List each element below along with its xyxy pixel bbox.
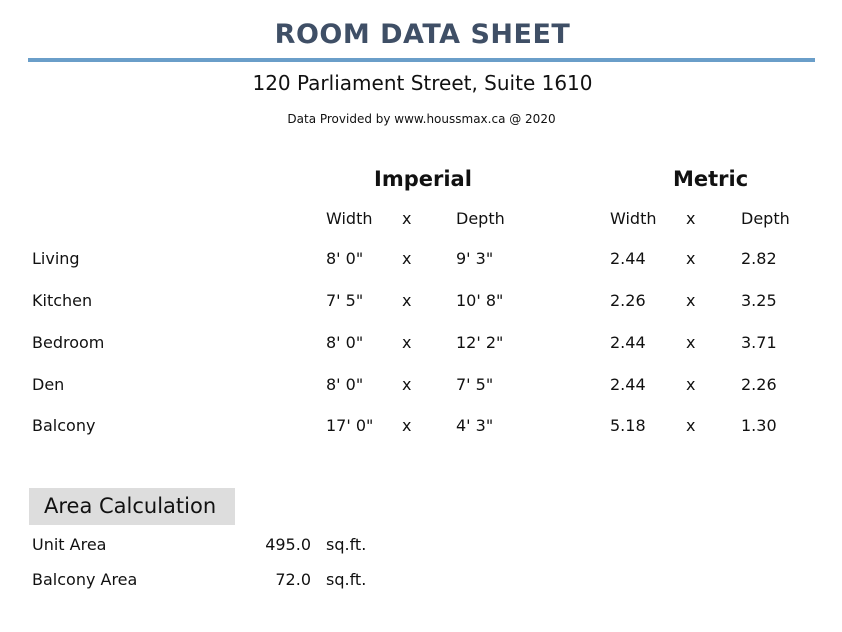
page-title: ROOM DATA SHEET — [274, 19, 571, 50]
unit-area-unit: sq.ft. — [326, 535, 367, 554]
imperial-width-cell: 7' 5" — [326, 291, 364, 310]
unit-area-value: 495.0 — [265, 535, 311, 554]
metric-width-cell: 2.26 — [610, 291, 646, 310]
metric-depth-cell: 2.26 — [741, 375, 777, 394]
imperial-width-header: Width — [326, 209, 373, 228]
metric-x-cell: x — [686, 333, 696, 352]
imperial-width-cell: 8' 0" — [326, 375, 364, 394]
metric-depth-cell: 3.25 — [741, 291, 777, 310]
imperial-x-cell: x — [402, 249, 412, 268]
imperial-heading: Imperial — [374, 167, 472, 191]
imperial-width-cell: 17' 0" — [326, 416, 374, 435]
balcony-area-label: Balcony Area — [32, 570, 138, 589]
imperial-depth-cell: 10' 8" — [456, 291, 504, 310]
title-rule — [28, 58, 815, 62]
metric-width-cell: 2.44 — [610, 333, 646, 352]
imperial-x-cell: x — [402, 416, 412, 435]
room-name-cell: Den — [32, 375, 65, 394]
area-calculation-title: Area Calculation — [44, 494, 217, 518]
address: 120 Parliament Street, Suite 1610 — [252, 71, 593, 95]
metric-x-cell: x — [686, 375, 696, 394]
imperial-x-cell: x — [402, 375, 412, 394]
imperial-width-cell: 8' 0" — [326, 333, 364, 352]
room-name-cell: Balcony — [32, 416, 96, 435]
metric-width-header: Width — [610, 209, 657, 228]
metric-depth-header: Depth — [741, 209, 790, 228]
metric-x-header: x — [686, 209, 696, 228]
room-name-cell: Kitchen — [32, 291, 93, 310]
metric-width-cell: 2.44 — [610, 249, 646, 268]
imperial-x-cell: x — [402, 291, 412, 310]
metric-x-cell: x — [686, 416, 696, 435]
metric-x-cell: x — [686, 291, 696, 310]
metric-width-cell: 5.18 — [610, 416, 646, 435]
room-name-cell: Living — [32, 249, 80, 268]
metric-depth-cell: 1.30 — [741, 416, 777, 435]
metric-heading: Metric — [673, 167, 749, 191]
metric-depth-cell: 2.82 — [741, 249, 777, 268]
imperial-x-cell: x — [402, 333, 412, 352]
imperial-width-cell: 8' 0" — [326, 249, 364, 268]
imperial-depth-header: Depth — [456, 209, 505, 228]
data-provided-by: Data Provided by www.houssmax.ca @ 2020 — [287, 112, 556, 126]
metric-depth-cell: 3.71 — [741, 333, 777, 352]
imperial-depth-cell: 12' 2" — [456, 333, 504, 352]
metric-width-cell: 2.44 — [610, 375, 646, 394]
imperial-depth-cell: 9' 3" — [456, 249, 494, 268]
room-name-cell: Bedroom — [32, 333, 105, 352]
balcony-area-value: 72.0 — [275, 570, 311, 589]
imperial-depth-cell: 7' 5" — [456, 375, 494, 394]
imperial-x-header: x — [402, 209, 412, 228]
imperial-depth-cell: 4' 3" — [456, 416, 494, 435]
balcony-area-unit: sq.ft. — [326, 570, 367, 589]
unit-area-label: Unit Area — [32, 535, 107, 554]
metric-x-cell: x — [686, 249, 696, 268]
